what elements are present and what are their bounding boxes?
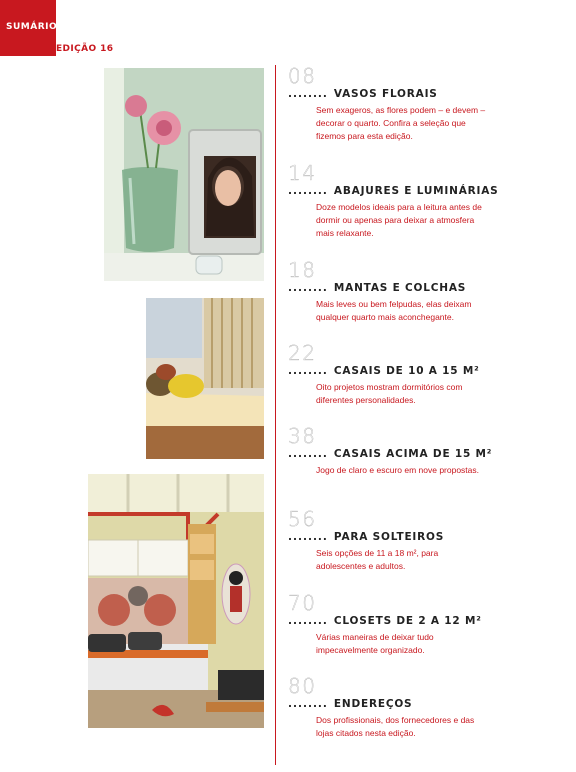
page-number: 18 xyxy=(288,258,317,282)
entry-description: Sem exageros, as flores podem – e devem – decorar o quarto. Confira a seleção que fizemos para esta edição. xyxy=(316,105,486,141)
leader-dots: ........ xyxy=(288,615,328,627)
toc-entry[interactable] xyxy=(288,426,573,477)
leader-dots: ........ xyxy=(288,365,328,377)
leader-dots: ........ xyxy=(288,448,328,460)
entry-title-text: ENDEREÇOS xyxy=(333,698,413,710)
page-number: 38 xyxy=(288,424,317,448)
toc-entry[interactable] xyxy=(288,509,573,573)
page-number: 22 xyxy=(288,341,317,365)
edition-label: EDIÇÃO 16 xyxy=(56,44,114,54)
toc-entry[interactable] xyxy=(288,163,573,240)
leader-dots: ........ xyxy=(288,88,328,100)
entry-description: Seis opções de 11 a 18 m², para adolescentes e adultos. xyxy=(316,548,439,571)
entry-description: Oito projetos mostram dormitórios com diferentes personalidades. xyxy=(316,382,463,405)
leader-dots: ........ xyxy=(288,531,328,543)
photo-futon-bed xyxy=(146,298,264,459)
leader-dots: ........ xyxy=(288,282,328,294)
photo-vase-flowers xyxy=(104,68,264,281)
entry-title-text: PARA SOLTEIROS xyxy=(333,531,445,543)
entry-title xyxy=(288,615,573,628)
page-number: 14 xyxy=(288,161,317,185)
entry-title xyxy=(288,88,573,101)
entry-title-text: CASAIS DE 10 A 15 M² xyxy=(333,365,480,377)
entry-description: Dos profissionais, dos fornecedores e das lojas citados nesta edição. xyxy=(316,715,475,738)
entry-description: Mais leves ou bem felpudas, elas deixam qualquer quarto mais aconchegante. xyxy=(316,299,472,322)
entry-title-text: VASOS FLORAIS xyxy=(333,88,438,100)
page-number: 70 xyxy=(288,591,317,615)
entry-title-text: CASAIS ACIMA DE 15 M² xyxy=(333,448,493,460)
entry-title xyxy=(288,185,573,198)
entry-description: Várias maneiras de deixar tudo impecavelmente organizado. xyxy=(316,632,434,655)
toc-entry[interactable] xyxy=(288,260,573,324)
entry-title xyxy=(288,448,573,461)
entry-title xyxy=(288,365,573,378)
toc-entry[interactable] xyxy=(288,343,573,407)
entry-title xyxy=(288,531,573,544)
section-tab xyxy=(0,0,56,56)
section-label: SUMÁRIO xyxy=(6,22,58,32)
leader-dots: ........ xyxy=(288,185,328,197)
entry-title xyxy=(288,282,573,295)
entry-title xyxy=(288,698,573,711)
leader-dots: ........ xyxy=(288,698,328,710)
page-number: 08 xyxy=(288,64,317,88)
entry-description: Jogo de claro e escuro em nove propostas. xyxy=(316,465,480,475)
toc-entry[interactable] xyxy=(288,66,573,143)
photo-teen-bedroom xyxy=(88,474,264,728)
toc-entry[interactable] xyxy=(288,676,573,740)
page-number: 80 xyxy=(288,674,317,698)
toc-entry[interactable] xyxy=(288,593,573,657)
entry-title-text: MANTAS E COLCHAS xyxy=(333,282,467,294)
divider-line xyxy=(275,65,276,765)
entry-title-text: CLOSETS DE 2 A 12 M² xyxy=(333,615,482,627)
page-number: 56 xyxy=(288,507,317,531)
entry-title-text: ABAJURES E LUMINÁRIAS xyxy=(333,185,499,197)
entry-description: Doze modelos ideais para a leitura antes de dormir ou apenas para deixar a atmosfera mais relaxante. xyxy=(316,202,482,238)
